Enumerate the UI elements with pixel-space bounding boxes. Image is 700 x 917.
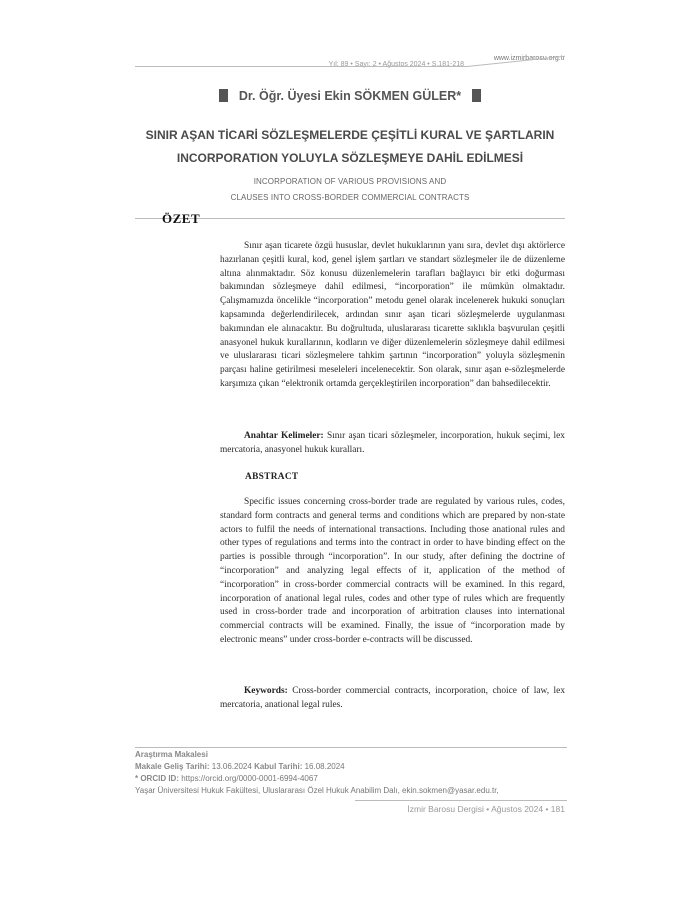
square-bullet-icon [219, 89, 228, 102]
ozet-text: Sınır aşan ticarete özgü hususlar, devlet hukuklarının yanı sıra, devlet dışı aktörlerce hazırlanan çeşitli kural, kod, genel işlem şartları ve standart sözleşmeler ile de düzenleme altına alınmaktadır. Söz konusu düzenlemelerin tarafları bağlayıcı bir etki doğurması bakımından sözleşmeye dahil edilmesi, “incorporation” ile mümkün olmaktadır. Çalışmamızda öncelikle “incorporation” metodu genel olarak incelenerek hukuki sonuçları kapsamında değerlendirilecek, ardından sınır aşan ticari sözleşmelerde uygulanması bakımından ele alınacaktır. Bu doğrultuda, uluslararası ticarette sıklıkla başvurulan çeşitli anasyonel hukuk kurallarının, kodların ve diğer düzenlemelerin sözleşmeye dahil edilmesi ve uluslararası ticari sözleşmelere tahkim şartının “incorporation” yoluyla sözleşmenin parçası haline getirilmesi meseleleri incelenecektir. Son olarak, sınır aşan e-sözleşmelerde karşımıza çıkan “elektronik ortamda gerçekleştirilen incorporation” dan bahsedilecektir. [220, 241, 565, 389]
title-en-line-1: INCORPORATION OF VARIOUS PROVISIONS AND [253, 177, 447, 186]
ozet-heading: ÖZET [162, 211, 201, 226]
keywords-label: Keywords: [244, 686, 288, 696]
title-en-line-2: CLAUSES INTO CROSS-BORDER COMMERCIAL CONTRACTS [230, 193, 470, 202]
article-type: Araştırma Makalesi [135, 750, 208, 759]
journal-footer-line: İzmir Barosu Dergisi • Ağustos 2024 • 181 [407, 804, 565, 814]
volume-issue-line: Yıl: 89 • Sayı: 2 • Ağustos 2024 • S.181-218 [328, 61, 464, 68]
accepted-date: 16.08.2024 [304, 762, 345, 771]
author-name: Dr. Öğr. Üyesi Ekin SÖKMEN GÜLER* [238, 89, 462, 103]
abstract-text: Specific issues concerning cross-border trade are regulated by various rules, codes, standard form contracts and general terms and conditions which are prepared by non-state actors to fulfil the needs of international transactions. Including those anational rules and other types of regulations and terms into the contract in order to have binding effect on the parties is possible through “incorporation”. In our study, after defining the doctrine of “incorporation” and analyzing legal effects of it, application of the method of “incorporation” in cross-border commercial contracts will be examined. In this regard, incorporation of anational legal rules, codes and other type of rules which are frequently used in cross-border trade and incorporation of arbitration clauses into international commercial contracts will be examined. Finally, the issue of “incorporation made by electronic means” under cross-border e-contracts will be discussed. [220, 497, 565, 645]
title-tr-line-2: INCORPORATION YOLUYLA SÖZLEŞMEYE DAHİL EDİLMESİ [176, 151, 524, 165]
received-date: 13.06.2024 [211, 762, 252, 771]
header-divider [135, 66, 467, 67]
orcid-link[interactable]: https://orcid.org/0000-0001-6994-4067 [181, 774, 318, 783]
site-url[interactable]: www.izmirbarosu.org.tr [493, 55, 565, 62]
keywords-paragraph [220, 685, 565, 713]
orcid-label: * ORCID ID: [135, 774, 179, 783]
ozet-paragraph [220, 240, 565, 392]
anahtar-kelimeler-text: Sınır aşan ticari sözleşmeler, incorporation, hukuk seçimi, lex mercatoria, anasyonel hukuk kuralları. [220, 431, 565, 455]
accepted-label: Kabul Tarihi: [254, 762, 303, 771]
anahtar-kelimeler-label: Anahtar Kelimeler: [244, 431, 324, 441]
received-label: Makale Geliş Tarihi: [135, 762, 210, 771]
anahtar-kelimeler-paragraph [220, 430, 565, 458]
footer-journal-divider [355, 800, 567, 801]
square-bullet-icon [472, 89, 481, 102]
article-title-english [170, 174, 530, 206]
keywords-text: Cross-border commercial contracts, incorporation, choice of law, lex mercatoria, anational legal rules. [220, 686, 566, 710]
affiliation: Yaşar Üniversitesi Hukuk Fakültesi, Uluslararası Özel Hukuk Anabilim Dalı, ekin.sokmen@yasar.edu.tr, [135, 786, 499, 795]
abstract-heading: ABSTRACT [245, 472, 299, 482]
article-title-turkish [120, 124, 580, 170]
title-tr-line-1: SINIR AŞAN TİCARİ SÖZLEŞMELERDE ÇEŞİTLİ KURAL VE ŞARTLARIN [145, 128, 555, 142]
footer-divider [135, 747, 567, 748]
dates-line [135, 761, 565, 773]
orcid-line [135, 773, 565, 785]
author-block [135, 87, 565, 105]
footer-info [135, 749, 565, 797]
abstract-paragraph [220, 496, 565, 648]
